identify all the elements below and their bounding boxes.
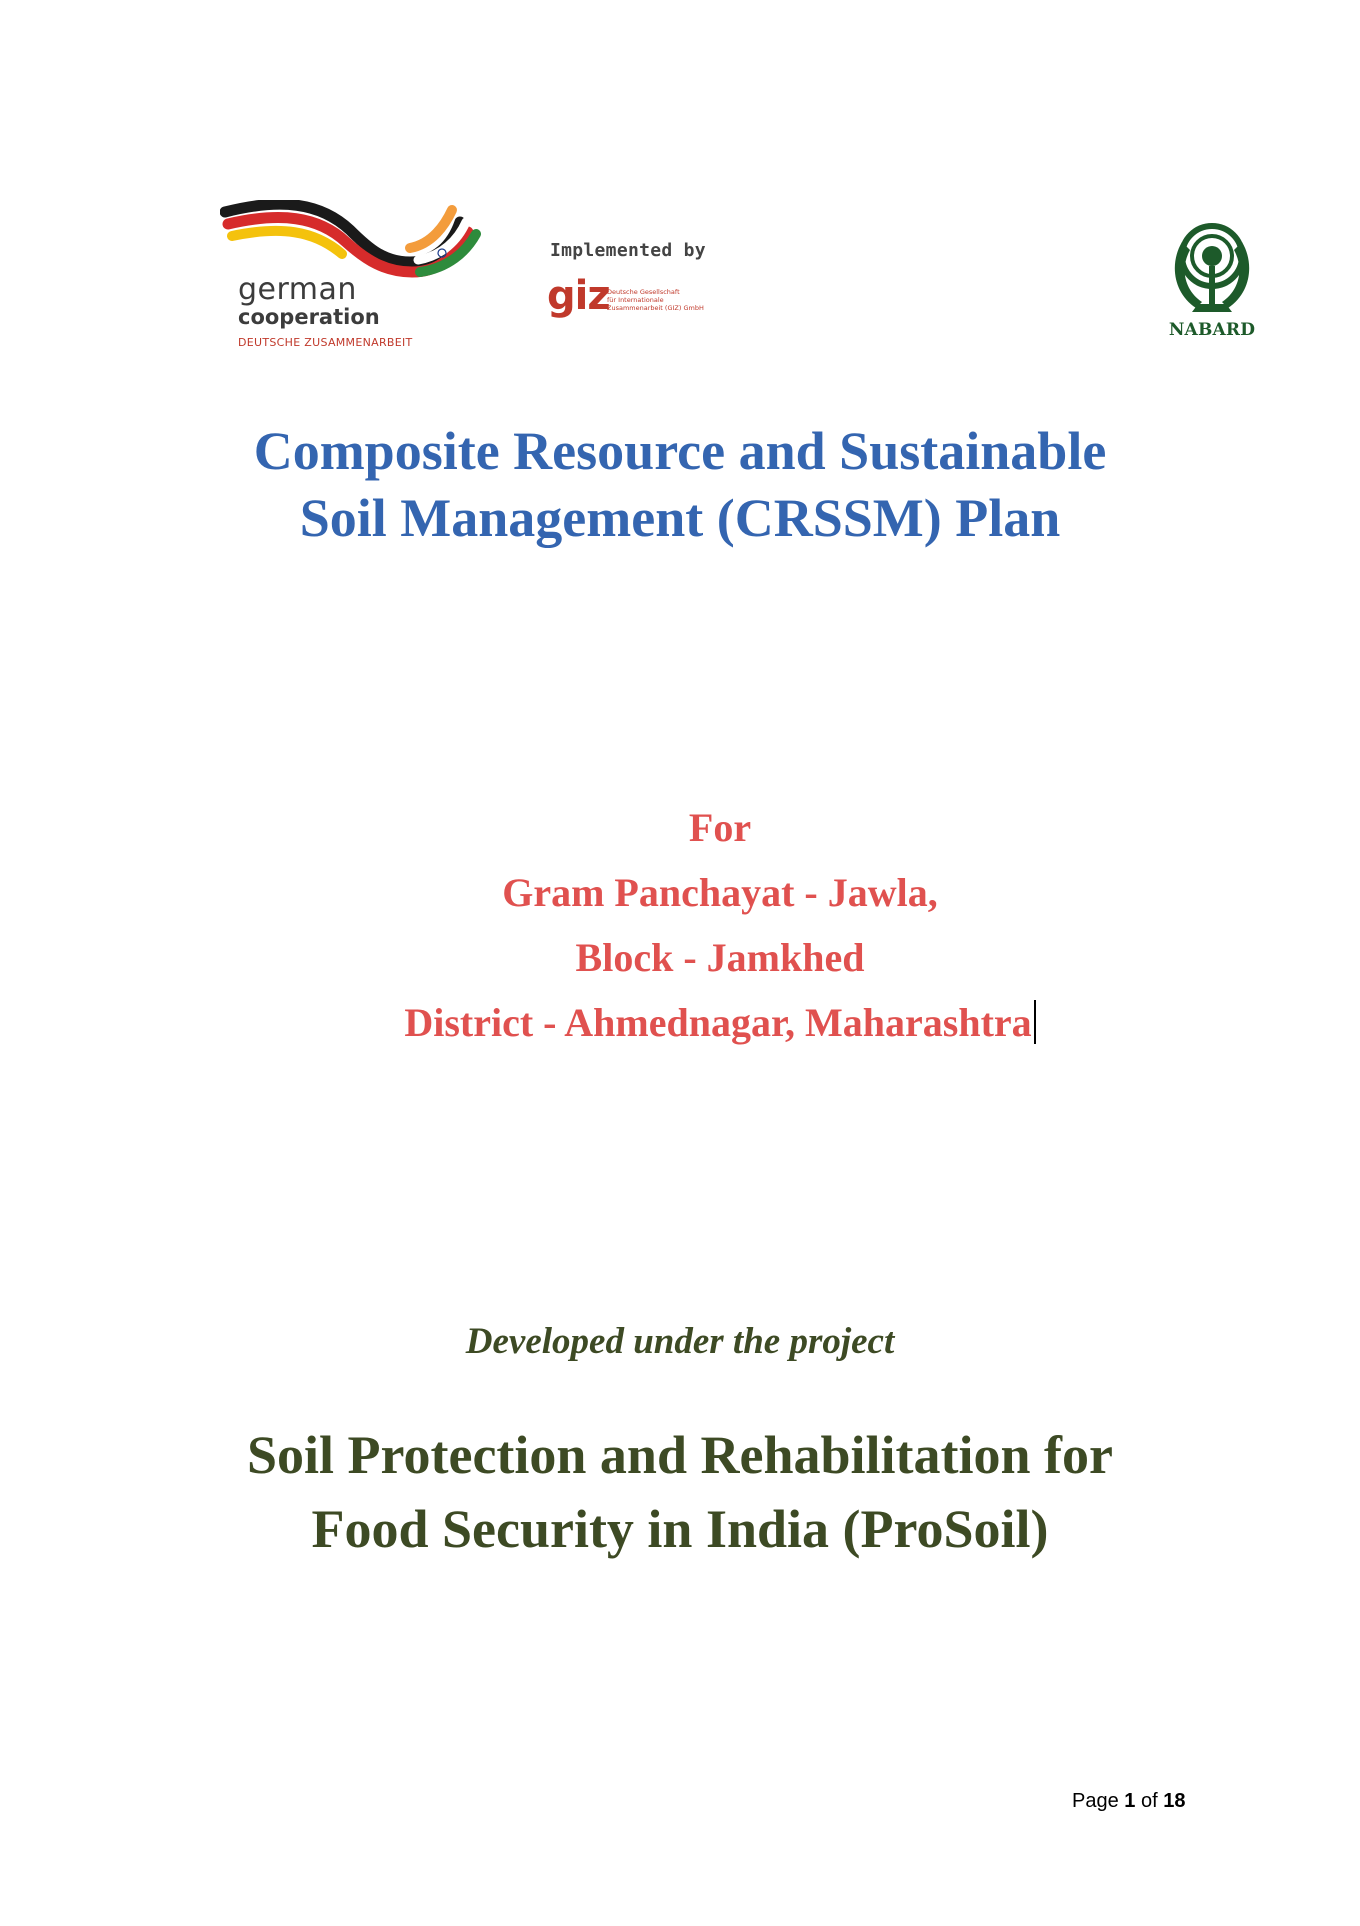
giz-logo bbox=[545, 238, 745, 328]
german-cooperation-word1: german bbox=[238, 272, 357, 307]
title-line-1: Composite Resource and Sustainable bbox=[253, 421, 1107, 481]
location-gram-panchayat: Gram Panchayat - Jawla, bbox=[502, 870, 938, 915]
nabard-emblem-icon bbox=[1162, 212, 1262, 320]
location-block-name: Block - Jamkhed bbox=[575, 935, 865, 980]
text-cursor bbox=[1034, 1000, 1036, 1044]
project-line-1: Soil Protection and Rehabilitation for bbox=[246, 1425, 1113, 1485]
page-total: 18 bbox=[1163, 1790, 1186, 1812]
page-word: Page bbox=[1072, 1790, 1119, 1812]
giz-mark: giz bbox=[547, 273, 610, 319]
location-district: District - Ahmednagar, Maharashtra bbox=[404, 1000, 1032, 1045]
page-current: 1 bbox=[1124, 1790, 1136, 1812]
of-word: of bbox=[1140, 1790, 1158, 1812]
german-cooperation-word3: DEUTSCHE ZUSAMMENARBEIT bbox=[238, 336, 413, 349]
location-district-line bbox=[0, 990, 1360, 1055]
page-number bbox=[1072, 1790, 1185, 1813]
german-cooperation-word2: cooperation bbox=[238, 305, 380, 329]
nabard-wordmark: NABARD bbox=[1168, 320, 1256, 340]
title-line-2: Soil Management (CRSSM) Plan bbox=[299, 488, 1061, 548]
project-line-2: Food Security in India (ProSoil) bbox=[311, 1499, 1049, 1559]
implemented-by-label: Implemented by bbox=[550, 240, 706, 261]
project-title bbox=[0, 1418, 1360, 1566]
location-block bbox=[0, 795, 1360, 1055]
german-cooperation-logo bbox=[220, 200, 500, 360]
nabard-logo bbox=[1162, 212, 1262, 342]
giz-subtitle: Deutsche Gesellschaft für Internationale Zusammenarbeit (GIZ) GmbH bbox=[607, 288, 704, 312]
location-for: For bbox=[688, 805, 752, 850]
developed-under-label: Developed under the project bbox=[465, 1321, 895, 1362]
document-title bbox=[0, 418, 1360, 552]
flag-swoosh-icon bbox=[220, 200, 500, 280]
